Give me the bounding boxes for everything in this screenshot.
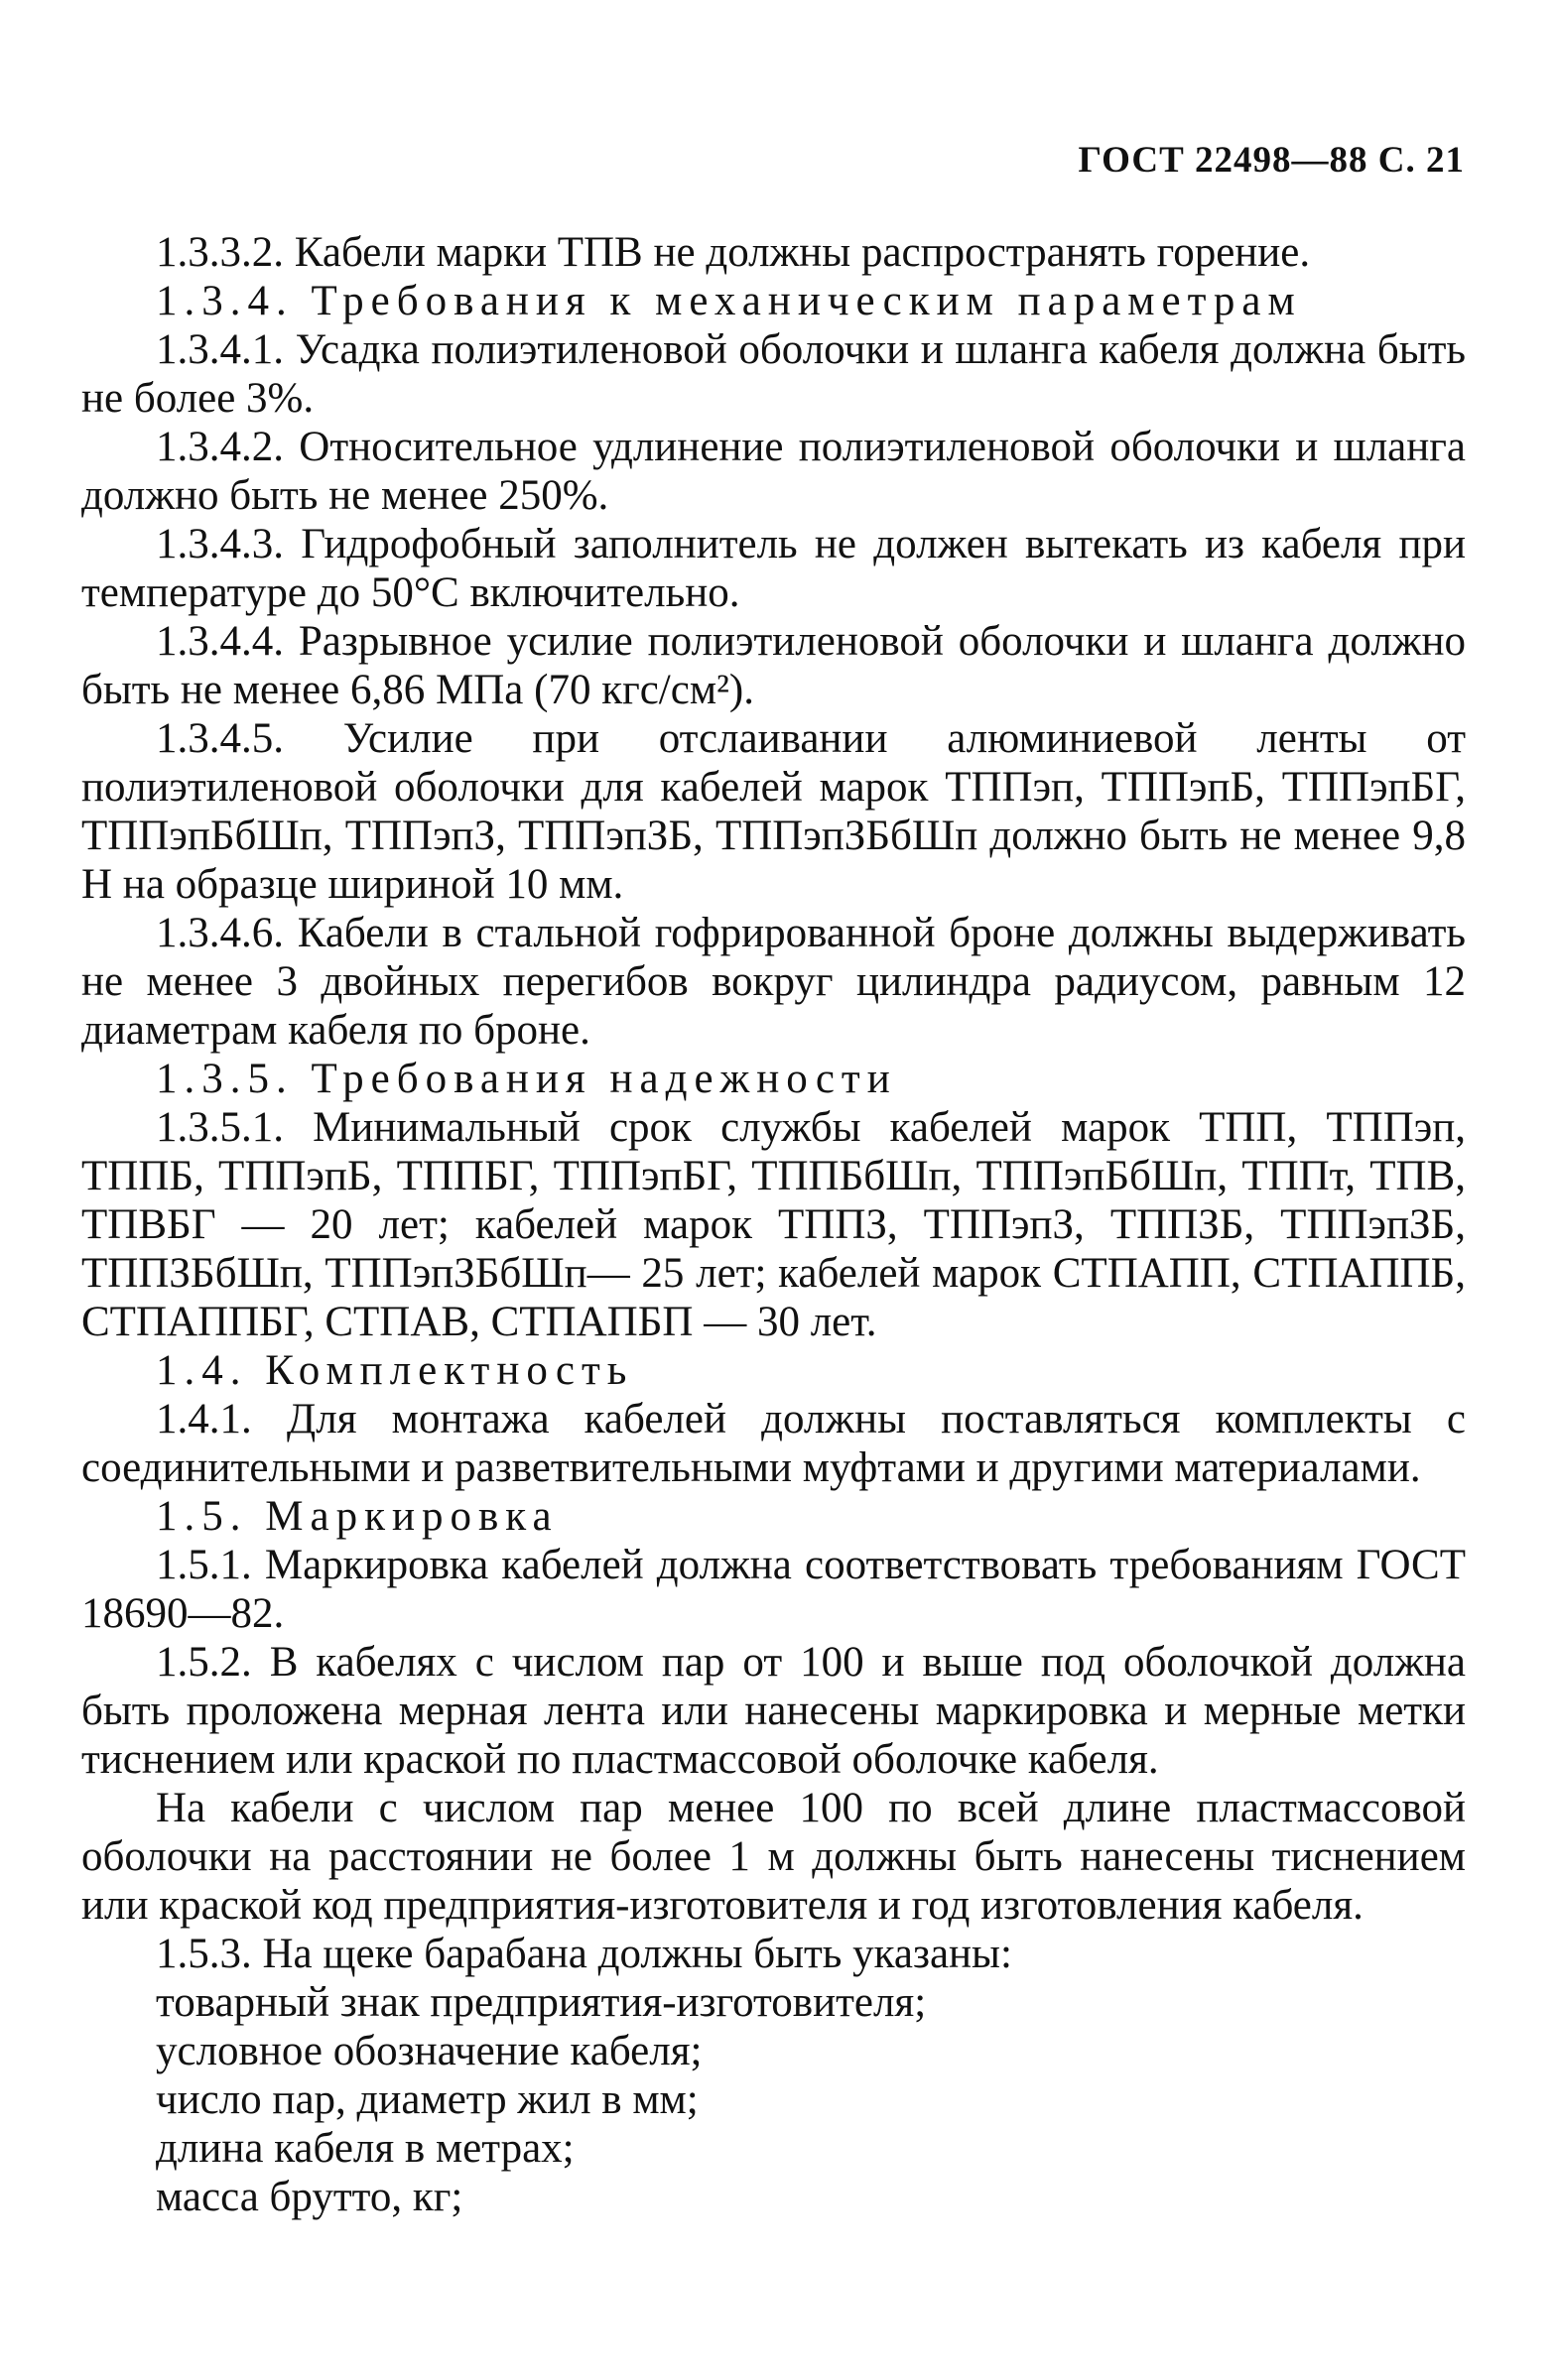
paragraph-1-5-2: 1.5.2. В кабелях с числом пар от 100 и выше под оболочкой должна быть проложена мерная лента или нанесены маркировка и мерные метки тиснением или краской по пластмассовой оболочке кабеля. (81, 1639, 1466, 1783)
paragraph-1-3-4-2: 1.3.4.2. Относительное удлинение полиэтиленовой оболочки и шланга должно быть не менее 250%. (81, 424, 1466, 519)
list-item: масса брутто, кг; (156, 2174, 463, 2220)
paragraph-1-3-3-2: 1.3.3.2. Кабели марки ТПВ не должны распространять горение. (156, 229, 1311, 276)
list-item: длина кабеля в метрах; (156, 2125, 575, 2172)
list-item: условное обозначение кабеля; (156, 2028, 703, 2074)
paragraph-1-3-4-5: 1.3.4.5. Усилие при отслаивании алюминиевой ленты от полиэтиленовой оболочки для кабелей марок ТППэп, ТППэпБ, ТППэпБГ, ТППэпБбШп, ТППэпЗ, ТППэпЗБ, ТППэпЗБбШп должно быть не менее 9,8 Н на образце шириной 10 мм. (81, 715, 1466, 908)
drum-marking-list (81, 1978, 1466, 2221)
paragraph-1-5-1: 1.5.1. Маркировка кабелей должна соответствовать требованиям ГОСТ 18690—82. (81, 1542, 1466, 1637)
paragraph-1-3-4-1: 1.3.4.1. Усадка полиэтиленовой оболочки и шланга кабеля должна быть не более 3%. (81, 326, 1466, 422)
page-header: ГОСТ 22498—88 С. 21 (1078, 140, 1465, 181)
paragraph-1-3-4-4: 1.3.4.4. Разрывное усилие полиэтиленовой оболочки и шланга должно быть не менее 6,86 МПа (70 кгс/см²). (81, 618, 1466, 713)
paragraph-1-5-3: 1.5.3. На щеке барабана должны быть указаны: (156, 1931, 1012, 1977)
section-heading-mechanical: 1.3.4. Требования к механическим параметрам (156, 278, 1302, 324)
paragraph-1-5-2-continued: На кабели с числом пар менее 100 по всей длине пластмассовой оболочки на расстоянии не более 1 м должны быть нанесены тиснением или краской код предприятия-изготовителя и год изготовления кабеля. (81, 1785, 1466, 1929)
section-heading-marking: 1.5. Маркировка (156, 1493, 559, 1540)
paragraph-1-3-4-6: 1.3.4.6. Кабели в стальной гофрированной броне должны выдерживать не менее 3 двойных перегибов вокруг цилиндра радиусом, равным 12 диаметрам кабеля по броне. (81, 910, 1466, 1054)
document-body (81, 228, 1466, 2221)
paragraph-1-4-1: 1.4.1. Для монтажа кабелей должны поставляться комплекты с соединительными и разветвительными муфтами и другими материалами. (81, 1396, 1466, 1491)
paragraph-1-3-4-3: 1.3.4.3. Гидрофобный заполнитель не должен вытекать из кабеля при температуре до 50°С включительно. (81, 521, 1466, 616)
list-item: число пар, диаметр жил в мм; (156, 2076, 699, 2123)
paragraph-1-3-5-1: 1.3.5.1. Минимальный срок службы кабелей марок ТПП, ТППэп, ТППБ, ТППэпБ, ТППБГ, ТППэпБГ, ТППБбШп, ТППэпБбШп, ТППт, ТПВ, ТПВБГ — 20 лет; кабелей марок ТППЗ, ТППэпЗ, ТППЗБ, ТППэпЗБ, ТППЗБбШп, ТППэпЗБбШп— 25 лет; кабелей марок СТПАПП, СТПАППБ, СТПАППБГ, СТПАВ, СТПАПБП — 30 лет. (81, 1104, 1466, 1345)
section-heading-completeness: 1.4. Комплектность (156, 1347, 634, 1394)
section-heading-reliability: 1.3.5. Требования надежности (156, 1056, 897, 1102)
list-item: товарный знак предприятия-изготовителя; (156, 1979, 927, 2026)
